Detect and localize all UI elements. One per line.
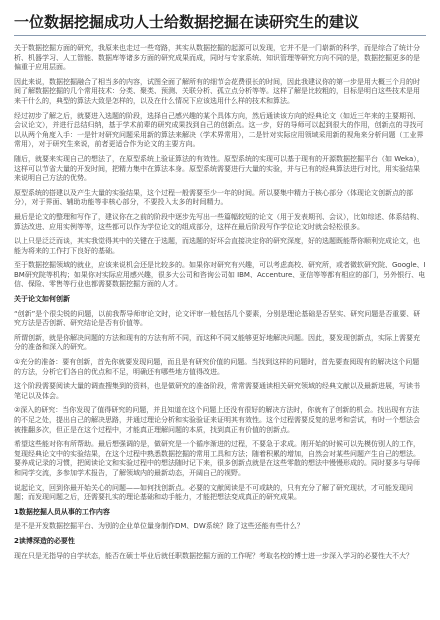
paragraph-first-step: 因此来说，数据挖掘融合了相当多的内容，试图全面了解所有的细节会花费很长的时间，因此我建议你的第一步是用大概三个月的时间了解数据挖掘的几个常用技术：分类、聚类、预测、关联分析、孤立点分析等等。这样了解是比较粗的，目标是明白这些技术是用来干什么的，典型的算法大致是怎样的，以及在什么情况下应该选用什么样的技术和算法。 (14, 77, 420, 105)
paragraph-hope: 希望这些能对你有所帮助。最后想强调的是，做研究是一个循序渐进的过程，不要急于求成。刚开始的时候可以先模仿别人的工作，复现经典论文中的实验结果，在这个过程中熟悉数据挖掘的常用工具和方法；随着积累的增加，自然会对某些问题产生自己的想法。要养成记录的习惯，把阅读论文和实验过程中的想法随时记下来，很多创新点就是在这些零散的想法中慢慢形成的。同时要多与导师和同学交流，多参加学术报告，了解领域内的最新动态，开阔自己的视野。 (14, 440, 420, 477)
paragraph-innovation-question: “创新”是个很尖锐的问题，以前我帮导师审论文时，论文评审一般包括几个要素，分别是理论基础是否坚实、研究问题是否重要、研究方法是否创新、研究结论是否有价值等。 (14, 309, 421, 328)
document-title: 一位数据挖掘成功人士给数据挖掘在读研究生的建议 (14, 12, 426, 36)
paragraph-preparation: ①充分的准备：要有创新，首先你就要发现问题，而且是有研究价值的问题。当找到这样的问题时，首先要查阅现有的解决这个问题的方法，分析它们各自的优点和不足，明确还有哪些地方值得改进。 (14, 358, 420, 376)
paragraph-topic-selection: 经过初步了解之后，就要进入选题的阶段，选择自己感兴趣的某个具体方向，然后通读该方向的经典论文（如近三年来的主要期刊、会议论文），并进行总结归纳，基于学术前辈的研究成果找到自己的创新点。这一步，好的导师可以起到很大的作用，创新点的寻找可以从两个角度入手：一是针对研究问题采用新的算法来解决（学术界常用），二是针对实际应用领域采用新的视角来分析问题（工业界常用），对于研究生来说，前者更适合作为论文的主要方向。 (14, 111, 424, 149)
question-heading-work-content: 1数据挖掘人员从事的工作内容 (14, 507, 110, 516)
paragraph-deep-research: ②深入的研究：当你发现了值得研究的问题，并且知道在这个问题上还没有很好的解决方法时，你就有了创新的机会。找出现有方法的不足之处，提出自己的解决思路，并通过理论分析和实验验证来证明其有效性。这个过程需要反复的思考和尝试，有时一个想法会被推翻多次，但正是在这个过程中，才能真正理解问题的本质，找到真正有价值的创新点。 (14, 406, 420, 434)
paragraph-finding-innovation: 说起论文，回到你最开始关心的问题——如何找创新点。必要的文献阅读是不可或缺的，只有充分了解了研究现状，才可能发现问题；而发现问题之后，还需要扎实的理论基础和动手能力，才能把想法变成真正的研究成果。 (14, 483, 413, 502)
question-phd: 现在只是无指导的自学状态，能否在硕士毕业后就任职数据挖掘方面的工作呢？考取名校的博士进一步深入学习的必要性大不大？ (14, 551, 413, 560)
paragraph-innovation-definition: 所谓创新，就是你解决问题的方法和现有的方法有所不同，而这种不同又能够更好地解决问题。因此，要发现创新点，实际上需要充分的准备和深入的研究。 (14, 333, 420, 352)
paragraph-prototype: 随后，就要来实现自己的想法了，在原型系统上验证算法的有效性。原型系统的实现可以基于现有的开源数据挖掘平台（如 Weka），这样可以节省大量的开发时间，把精力集中在算法本身。原型系统需要进行大量的实验，并与已有的经典算法进行对比，用实验结果来说明自己方法的优势。 (14, 154, 424, 183)
document-body (14, 44, 426, 561)
section-heading-innovation: 关于论文如何创新 (14, 295, 70, 304)
question-work-content: 是不是开发数据挖掘平台、为别的企业单位量身制作DM、DW系统？除了这些还能有些什么？ (14, 522, 304, 531)
question-heading-phd: 2读博深造的必要性 (14, 536, 75, 545)
paragraph-prototype-time: 原型系统的搭建以及产生大量的实验结果，这个过程一般需要至少一年的时间。所以要集中精力于核心部分（体现论文创新点的部分），对于界面、辅助功能等非核心部分，不要投入太多的时间精力。 (14, 188, 413, 207)
paragraph-employment: 至于数据挖掘领域的就业，应该来说机会还是比较多的。如果你对研究有兴趣，可以考虑高校、研究所，或者微软研究院、Google、IBM研究院等机构；如果你对实际应用感兴趣，很多大公司和咨询公司如 IBM、Accenture、亚信等等都有相应的部门，另外银行、电信、保险、零售等行业也都需要数据挖掘方面的人才。 (14, 261, 426, 289)
paragraph-summary: 以上只是泛泛而谈，其实我觉得其中的关键在于选题，而选题的好坏会直接决定你的研究深度，好的选题既能帮你顺利完成论文，也能为将来的工作打下良好的基础。 (14, 237, 420, 255)
paragraph-preparation-reading: 这个阶段需要阅读大量的调查搜集到的资料，也是做研究的准备阶段，常常需要通读相关研究领域的经典文献以及最新进展，写读书笔记以及体会。 (14, 382, 420, 400)
paragraph-intro: 关于数据挖掘方面的研究，我原来也走过一些弯路，其实从数据挖掘的起源可以发现，它并不是一门崭新的科学，而是综合了统计分析、机器学习、人工智能、数据库等诸多方面的研究成果而成，同时与专家系统、知识管理等研究方向不同的是，数据挖掘更多的是偏重于应用层面。 (14, 44, 420, 72)
paragraph-writing: 最后是论文的整理和写作了，建议你在之前的阶段中逐步先写出一些篇幅较短的论文（用于发表期刊、会议），比如综述、体系结构、算法改进、应用实例等等，这些都可以作为学位论文的组成部分，这样在最后阶段写作学位论文时就会轻松很多。 (14, 212, 424, 231)
